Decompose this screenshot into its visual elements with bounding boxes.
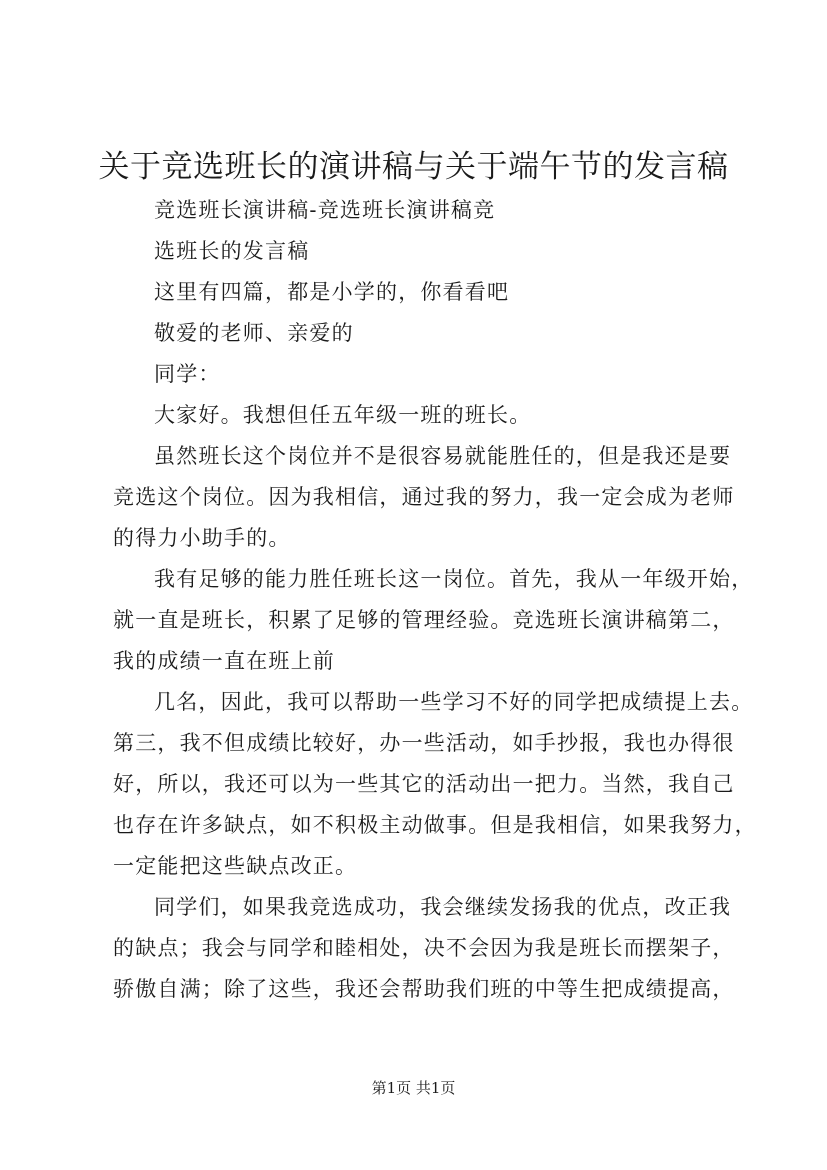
body-line: 好，所以，我还可以为一些其它的活动出一把力。当然，我自己 (113, 772, 735, 796)
body-line: 敬爱的老师、亲爱的 (154, 321, 354, 345)
body-line: 就一直是班长，积累了足够的管理经验。竞选班长演讲稿第二， (113, 608, 735, 632)
document-title: 关于竞选班长的演讲稿与关于端午节的发言稿 (98, 149, 729, 185)
body-line: 竞选这个岗位。因为我相信，通过我的努力，我一定会成为老师 (113, 485, 735, 509)
body-line: 这里有四篇，都是小学的，你看看吧 (154, 280, 510, 304)
body-line: 几名，因此，我可以帮助一些学习不好的同学把成绩提上去。 (154, 690, 754, 714)
body-line: 同学们，如果我竞选成功，我会继续发扬我的优点，改正我 (154, 895, 732, 919)
document-body (113, 190, 757, 1010)
body-line: 我的成绩一直在班上前 (113, 649, 335, 673)
body-line: 大家好。我想但任五年级一班的班长。 (154, 403, 532, 427)
body-line: 也存在许多缺点，如不积极主动做事。但是我相信，如果我努力， (113, 813, 757, 837)
body-line: 一定能把这些缺点改正。 (113, 854, 358, 878)
body-line: 虽然班长这个岗位并不是很容易就能胜任的，但是我还是要 (154, 444, 732, 468)
body-line: 的缺点；我会与同学和睦相处，决不会因为我是班长而摆架子， (113, 936, 735, 960)
body-line: 同学： (154, 362, 221, 386)
body-line: 竞选班长演讲稿-竞选班长演讲稿竞 (154, 198, 496, 222)
body-line: 第三，我不但成绩比较好，办一些活动，如手抄报，我也办得很 (113, 731, 735, 755)
body-line: 我有足够的能力胜任班长这一岗位。首先，我从一年级开始， (154, 567, 754, 591)
body-line: 骄傲自满；除了这些，我还会帮助我们班的中等生把成绩提高， (113, 977, 735, 1001)
body-line: 选班长的发言稿 (154, 239, 310, 263)
body-line: 的得力小助手的。 (113, 526, 291, 550)
page-footer: 第1页 共1页 (371, 1079, 456, 1097)
